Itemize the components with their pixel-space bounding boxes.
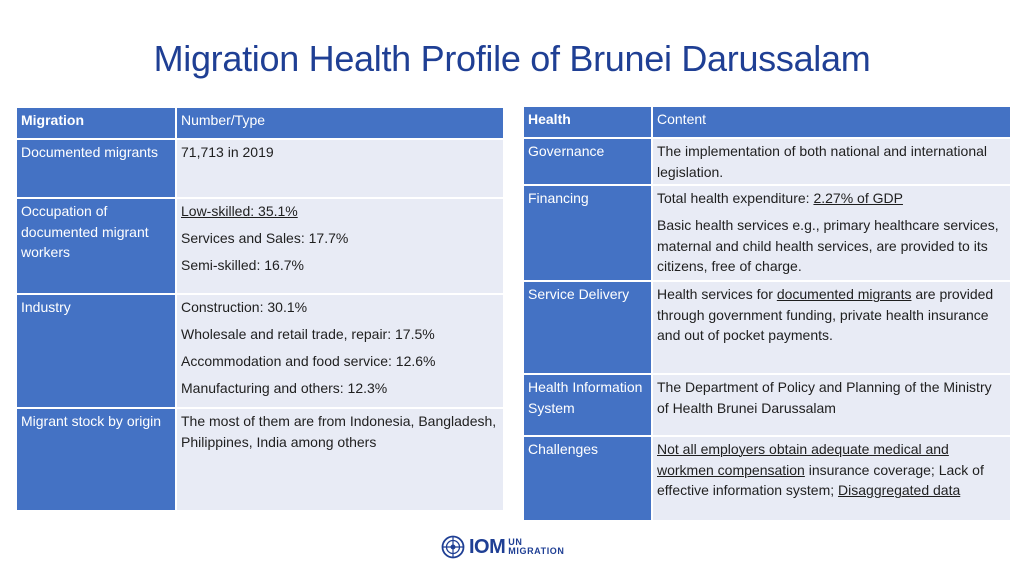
value-text: Services and Sales: 17.7% xyxy=(181,230,349,246)
row-label-occupation: Occupation of documented migrant workers xyxy=(16,198,176,294)
table-row xyxy=(16,139,504,198)
row-label-challenges: Challenges xyxy=(523,436,652,521)
page-title: Migration Health Profile of Brunei Darussalam xyxy=(153,38,871,79)
number-type-header: Number/Type xyxy=(176,107,504,139)
table-row xyxy=(16,294,504,408)
table-row xyxy=(523,281,1011,374)
value-text: Wholesale and retail trade, repair: 17.5% xyxy=(181,326,435,342)
logo-line-un: UN xyxy=(508,536,523,547)
content-header: Content xyxy=(652,106,1011,138)
table-row xyxy=(16,198,504,294)
logo-subtitle xyxy=(508,538,564,557)
row-value xyxy=(652,281,1011,374)
health-header-row xyxy=(523,106,1011,138)
health-table xyxy=(522,105,1012,522)
migration-header-row xyxy=(16,107,504,139)
row-label-health-information-system: Health Information System xyxy=(523,374,652,436)
row-label-documented-migrants: Documented migrants xyxy=(16,139,176,198)
value-prefix: Total health expenditure: xyxy=(657,190,814,206)
row-value xyxy=(652,138,1011,185)
highlight-employers: Not all employers obtain adequate medical and workmen compensation xyxy=(657,441,949,478)
iom-logo xyxy=(441,534,565,560)
highlight-disaggregated: Disaggregated data xyxy=(838,482,961,498)
row-label-industry: Industry xyxy=(16,294,176,408)
row-value xyxy=(176,198,504,294)
value-text: The most of them are from Indonesia, Bangladesh, Philippines, India among others xyxy=(181,413,497,450)
row-value xyxy=(176,294,504,408)
value-text: Low-skilled: 35.1% xyxy=(181,203,298,219)
value-text: Basic health services e.g., primary healthcare services, maternal and child health services, are provided to its citizens, free of charge. xyxy=(657,217,999,274)
value-text xyxy=(657,439,1007,501)
migration-table xyxy=(15,106,505,512)
value-prefix: Health services for xyxy=(657,286,777,302)
un-globe-icon xyxy=(441,535,465,559)
value-text: Construction: 30.1% xyxy=(181,299,308,315)
highlight-documented-migrants: documented migrants xyxy=(776,286,912,302)
table-row xyxy=(523,185,1011,281)
value-text: The Department of Policy and Planning of the Ministry of Health Brunei Darussalam xyxy=(657,379,992,416)
table-row xyxy=(523,138,1011,185)
row-label-governance: Governance xyxy=(523,138,652,185)
value-middle: insurance coverage; Lack of effective information system; xyxy=(657,461,984,498)
row-value xyxy=(652,436,1011,521)
row-label-financing: Financing xyxy=(523,185,652,281)
logo-line-migration: MIGRATION xyxy=(508,546,565,556)
row-value xyxy=(652,185,1011,281)
table-row xyxy=(523,374,1011,436)
value-text xyxy=(657,284,1007,346)
migration-header: Migration xyxy=(16,107,176,139)
value-text: Semi-skilled: 16.7% xyxy=(181,257,304,273)
table-row xyxy=(16,408,504,511)
table-row xyxy=(523,436,1011,521)
row-label-service-delivery: Service Delivery xyxy=(523,281,652,374)
health-header: Health xyxy=(523,106,652,138)
row-label-migrant-stock: Migrant stock by origin xyxy=(16,408,176,511)
row-value xyxy=(176,139,504,198)
value-text: 71,713 in 2019 xyxy=(181,144,274,160)
logo-wordmark: IOM xyxy=(469,535,506,558)
highlight-gdp: 2.27% of GDP xyxy=(813,190,903,206)
value-text: The implementation of both national and international legislation. xyxy=(657,143,987,180)
row-value xyxy=(652,374,1011,436)
value-text: Manufacturing and others: 12.3% xyxy=(181,380,388,396)
value-text xyxy=(657,188,1007,209)
row-value xyxy=(176,408,504,511)
value-suffix: are provided through government funding, private health insurance and out of pocket payments. xyxy=(657,286,994,343)
value-text: Accommodation and food service: 12.6% xyxy=(181,353,436,369)
